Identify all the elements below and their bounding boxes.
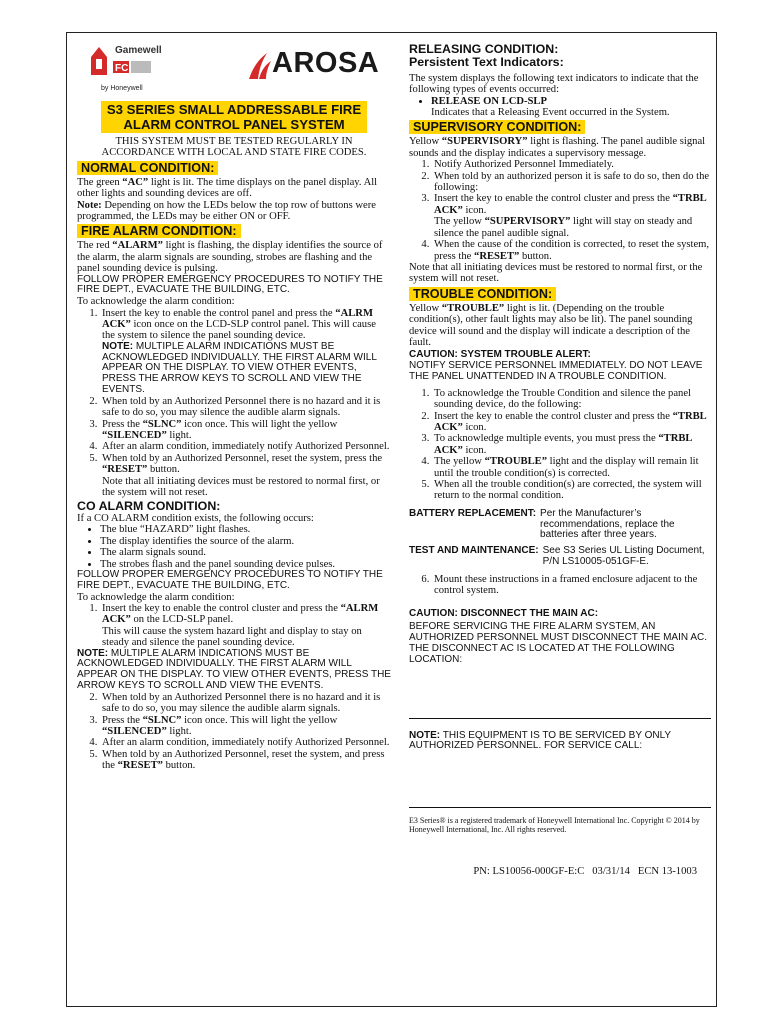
part-number: PN: LS10056-000GF-E:C 03/31/14 ECN 13-1003 [473,866,697,878]
trouble-steps [409,388,711,502]
supervisory-steps [409,159,711,262]
trouble-step-1: 1. To acknowledge the Trouble Condition and silence the panel sounding device, do the following: [432,388,711,411]
gamewell-logo-text: Gamewell [115,45,162,56]
fire-step-1-note: NOTE: MULTIPLE ALARM INDICATIONS MUST BE ACKNOWLEDGED INDIVIDUALLY. THE FIRST ALARM WILL APPEAR ON THE DISPLAY. TO VIEW OTHER EVENTS, PRESS THE ARROW KEYS TO SCROLL AND VIEW THE EVENTS. [102,340,377,396]
co-alarm-bullets [77,524,391,570]
fire-step-2: 2. When told by an Authorized Personnel there is no hazard and it is safe to do so, you may silence the audible alarm signals. [100,396,391,419]
co-bullet: • The blue “HAZARD” light flashes. [100,524,391,535]
trouble-step-5: 5. When all the trouble condition(s) are corrected, the system will return to the normal condition. [432,479,711,502]
trademark-text: E3 Series® is a registered trademark of Honeywell International Inc. Copyright © 2014 by Honeywell International, Inc. All rights reserved. [409,816,700,835]
normal-condition-text: The green “AC” light is lit. The time displays on the panel display. All other lights and sounding devices are off. [77,176,378,200]
logo-area [77,33,391,95]
co-alarm-ack-intro: To acknowledge the alarm condition: [77,591,235,603]
normal-condition-heading: NORMAL CONDITION: [77,161,218,175]
arosa-logo [245,47,380,86]
supervisory-heading: SUPERVISORY CONDITION: [409,120,585,134]
supervisory-step-1: 1. Notify Authorized Personnel Immediately. [432,159,711,170]
battery-text: Per the Manufacturer’s recommendations, replace the batteries after three years. [540,507,675,541]
mount-step-6: 6. Mount these instructions in a framed enclosure adjacent to the control system. [432,574,711,597]
fire-step-5-note: Note that all initiating devices must be restored to normal first, or the system will not reset. [102,475,380,499]
arosa-swoosh-icon [245,51,273,81]
releasing-bullet-desc: Indicates that a Releasing Event occurred in the System. [431,107,670,119]
co-alarm-steps-b [77,692,391,772]
fire-alarm-ack-intro: To acknowledge the alarm condition: [77,296,235,308]
main-title: S3 SERIES SMALL ADDRESSABLE FIRE ALARM CONTROL PANEL SYSTEM [101,101,367,133]
fire-alarm-follow-procedures: FOLLOW PROPER EMERGENCY PROCEDURES TO NOTIFY THE FIRE DEPT., EVACUATE THE BUILDING, ETC. [77,273,383,296]
trouble-heading: TROUBLE CONDITION: [409,287,556,301]
co-alarm-intro: If a CO ALARM condition exists, the following occurs: [77,512,314,524]
co-step-2: 2. When told by an Authorized Personnel there is no hazard and it is safe to do so, you may silence the audible alarm signals. [100,692,391,715]
test-label: TEST AND MAINTENANCE: [409,545,539,557]
test-maintenance [409,546,711,568]
co-alarm-note: NOTE: MULTIPLE ALARM INDICATIONS MUST BE ACKNOWLEDGED INDIVIDUALLY. THE FIRST ALARM WILL APPEAR ON THE DISPLAY. TO VIEW OTHER EVENTS, PRESS THE ARROW KEYS TO SCROLL AND VIEW THE EVENTS. [77,647,391,691]
co-step-1: 1. Insert the key to enable the control cluster and press the “ALRM ACK” on the LCD-SLP panel. This will cause the system hazard light and display to stay on steady and silence the panel sounding device. [100,603,391,649]
co-step-1-detail: This will cause the system hazard light and display to stay on steady and silence the panel sounding device. [102,625,362,649]
normal-condition-note: Note: Depending on how the LEDs below the top row of buttons were programmed, the LEDs may be either ON or OFF. [77,199,376,223]
location-line [409,718,711,719]
fci-logo-text: FCI [115,63,132,74]
trouble-caution-label: CAUTION: SYSTEM TROUBLE ALERT: [409,349,591,361]
trouble-text: Yellow “TROUBLE” light is lit. (Depending on the trouble condition(s), other fault lights may also be lit). The panel sounding device will sound and the display will indicate a description of the fault. [409,302,693,348]
co-step-3: 3. Press the “SLNC” icon once. This will light the yellow “SILENCED” light. [100,715,391,738]
fire-step-1: 1. Insert the key to enable the control panel and press the “ALRM ACK” icon once on the LCD-SLP control panel. This will cause the system to silence the panel sounding device. NOTE: MULTIPLE ALARM INDICATIONS MUST BE ACKNOWLEDGED INDIVIDUALLY. THE FIRST ALARM WILL APPEAR ON THE DISPLAY. TO VIEW OTHER EVENTS, PRESS THE ARROW KEYS TO SCROLL AND VIEW THE EVENTS. [100,308,391,396]
battery-replacement [409,509,711,541]
releasing-heading: RELEASING CONDITION: [409,42,559,56]
trouble-step-4: 4. The yellow “TROUBLE” light and the display will remain lit until the trouble condition(s) is corrected. [432,456,711,479]
test-text: See S3 Series UL Listing Document, P/N LS10005-051GF-E. [542,545,705,567]
left-column [67,33,399,772]
supervisory-note: Note that all initiating devices must be restored to normal first, or the system will not reset. [409,261,703,285]
supervisory-step-3-detail: The yellow “SUPERVISORY” light will stay on steady and silence the panel audible signal. [434,216,693,239]
disconnect-label: CAUTION: DISCONNECT THE MAIN AC: [409,607,599,619]
service-line [409,807,711,808]
battery-label: BATTERY REPLACEMENT: [409,507,537,519]
co-bullet: • The display identifies the source of the alarm. [100,536,391,547]
co-step-5: 5. When told by an Authorized Personnel, reset the system, and press the “RESET” button. [100,749,391,772]
instruction-sheet [66,32,717,1007]
right-column [405,33,717,878]
releasing-subheading: Persistent Text Indicators: [409,55,564,70]
service-note: NOTE: THIS EQUIPMENT IS TO BE SERVICED BY ONLY AUTHORIZED PERSONNEL. FOR SERVICE CALL: [409,729,671,752]
co-step-4: 4. After an alarm condition, immediately notify Authorized Personnel. [100,737,391,748]
fire-alarm-heading: FIRE ALARM CONDITION: [77,224,241,238]
fire-step-3: 3. Press the “SLNC” icon once. This will light the yellow “SILENCED” light. [100,419,391,442]
releasing-bullet: • RELEASE ON LCD-SLP Indicates that a Releasing Event occurred in the System. [431,96,711,119]
fire-alarm-steps [77,308,391,499]
fire-alarm-text: The red “ALARM” light is flashing, the display identifies the source of the alarm, the alarm signals are sounding, strobes are flashing and the panel sounding device is pulsing. [77,240,383,275]
co-alarm-follow-procedures: FOLLOW PROPER EMERGENCY PROCEDURES TO NOTIFY THE FIRE DEPT., EVACUATE THE BUILDING, ETC. [77,568,383,591]
trouble-caution-text: NOTIFY SERVICE PERSONNEL IMMEDIATELY. DO NOT LEAVE THE PANEL UNATTENDED IN A TROUBLE CONDITION. [409,360,703,382]
releasing-text: The system displays the following text indicators to indicate that the following types of events occurred: [409,72,699,96]
gamewell-fci-logo [89,45,249,79]
co-alarm-heading: CO ALARM CONDITION: [77,498,221,513]
trouble-step-2: 2. Insert the key to enable the control cluster and press the “TRBL ACK” icon. [432,411,711,434]
supervisory-step-4: 4. When the cause of the condition is corrected, to reset the system, press the “RESET” button. [432,239,711,262]
co-alarm-steps-a [77,603,391,649]
fire-step-4: 4. After an alarm condition, immediately notify Authorized Personnel. [100,441,391,452]
supervisory-step-2: 2. When told by an authorized person it is safe to do so, then do the following: [432,171,711,194]
intro-text: THIS SYSTEM MUST BE TESTED REGULARLY IN ACCORDANCE WITH LOCAL AND STATE FIRE CODES. [101,136,367,159]
disconnect-text: BEFORE SERVICING THE FIRE ALARM SYSTEM, AN AUTHORIZED PERSONNEL MUST DISCONNECT THE MAIN AC. THE DISCONNECT AC IS LOCATED AT THE FOLLOWING LOCATION: [409,621,708,665]
supervisory-step-3: 3. Insert the key to enable the control cluster and press the “TRBL ACK” icon. The yellow “SUPERVISORY” light will stay on steady and silence the panel audible signal. [432,193,711,239]
co-bullet: • The alarm signals sound. [100,547,391,558]
by-honeywell-text: by Honeywell [101,85,143,92]
releasing-bullets [409,96,711,119]
supervisory-text: Yellow “SUPERVISORY” light is flashing. The panel audible signal sounds and the display indicates a supervisory message. [409,136,706,159]
fire-step-5: 5. When told by an Authorized Personnel, reset the system, press the “RESET” button. Note that all initiating devices must be restored to normal first, or the system will not reset. [100,453,391,499]
trouble-step-3: 3. To acknowledge multiple events, you must press the “TRBL ACK” icon. [432,433,711,456]
mount-step [409,574,711,597]
arosa-logo-text: AROSA [272,47,380,79]
co-bullet: • The strobes flash and the panel sounding device pulses. [100,559,391,570]
